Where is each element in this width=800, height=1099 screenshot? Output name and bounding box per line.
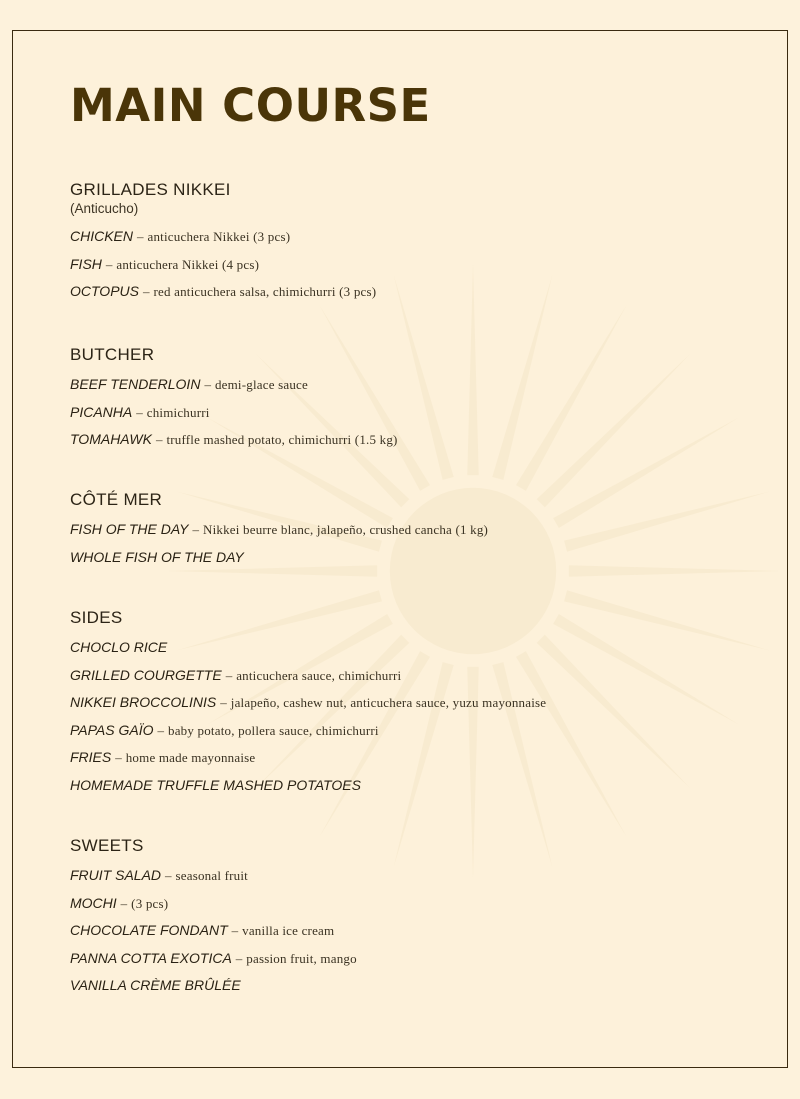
menu-item bbox=[70, 917, 770, 945]
section-title: GRILLADES NIKKEI bbox=[70, 180, 231, 199]
menu-item-separator: – bbox=[165, 868, 172, 883]
menu-item bbox=[70, 945, 770, 973]
menu-item-separator: – bbox=[192, 522, 199, 537]
menu-frame bbox=[12, 30, 788, 1068]
menu-item bbox=[70, 662, 770, 690]
menu-item-description: vanilla ice cream bbox=[242, 923, 335, 938]
menu-section bbox=[70, 835, 770, 1000]
menu-item-separator: – bbox=[231, 923, 239, 938]
section-title: SWEETS bbox=[70, 836, 144, 855]
menu-item bbox=[70, 544, 770, 572]
section-title: BUTCHER bbox=[70, 345, 155, 364]
menu-item-description: truffle mashed potato, chimichurri (1.5 kg) bbox=[166, 432, 398, 447]
menu-item-separator: – bbox=[105, 256, 113, 272]
menu-item-name: PAPAS GAÏO bbox=[70, 721, 154, 738]
menu-item-separator: – bbox=[235, 950, 243, 966]
menu-item bbox=[70, 744, 770, 772]
menu-item-name: CHICKEN bbox=[70, 228, 134, 244]
menu-item bbox=[70, 371, 770, 399]
menu-item-name: BEEF TENDERLOIN bbox=[70, 376, 201, 392]
menu-item-separator: – bbox=[220, 695, 227, 710]
menu-item bbox=[70, 862, 770, 890]
menu-item bbox=[70, 972, 770, 1000]
menu-item-name: CHOCOLATE FONDANT bbox=[70, 922, 228, 938]
menu-item-name: VANILLA CRÈME BRÛLÉE bbox=[70, 977, 241, 993]
menu-item-description: home made mayonnaise bbox=[125, 750, 256, 765]
menu-item bbox=[70, 516, 770, 544]
menu-item-name: MOCHI bbox=[70, 894, 117, 911]
page-title: MAIN COURSE bbox=[70, 79, 431, 132]
menu-item-name: TOMAHAWK bbox=[70, 431, 152, 447]
menu-item-separator: – bbox=[157, 722, 165, 738]
menu-item bbox=[70, 717, 770, 745]
menu-item-description: jalapeño, cashew nut, anticuchera sauce, yuzu mayonnaise bbox=[230, 695, 547, 710]
menu-item-name: CHOCLO RICE bbox=[70, 639, 168, 655]
menu-item bbox=[70, 223, 770, 251]
menu-item-separator: – bbox=[155, 432, 163, 447]
menu-item-description: baby potato, pollera sauce, chimichurri bbox=[168, 722, 379, 738]
menu-item bbox=[70, 278, 770, 306]
section-title: SIDES bbox=[70, 608, 123, 627]
menu-item-name: NIKKEI BROCCOLINIS bbox=[70, 694, 217, 710]
menu-item-description: Nikkei beurre blanc, jalapeño, crushed cancha (1 kg) bbox=[203, 522, 489, 537]
menu-item bbox=[70, 399, 770, 427]
section-subtitle: (Anticucho) bbox=[70, 201, 139, 216]
menu-item-description: seasonal fruit bbox=[175, 868, 248, 883]
menu-item-name: HOMEMADE TRUFFLE MASHED POTATOES bbox=[70, 776, 361, 793]
menu-section bbox=[70, 489, 770, 571]
menu-item-name: FRUIT SALAD bbox=[70, 867, 162, 883]
menu-section bbox=[70, 607, 770, 799]
menu-item bbox=[70, 426, 770, 454]
menu-item-name: PICANHA bbox=[70, 403, 133, 420]
menu-item bbox=[70, 634, 770, 662]
menu-item-description: anticuchera Nikkei (4 pcs) bbox=[116, 256, 260, 272]
menu-item-name: WHOLE FISH OF THE DAY bbox=[70, 548, 244, 565]
menu-item-separator: – bbox=[142, 284, 150, 299]
menu-item-separator: – bbox=[115, 750, 122, 765]
menu-item-description: demi-glace sauce bbox=[214, 377, 309, 392]
menu-section bbox=[70, 179, 770, 306]
menu-item-name: FRIES bbox=[70, 749, 112, 765]
menu-item-separator: – bbox=[137, 229, 144, 244]
menu-item-name: PANNA COTTA EXOTICA bbox=[70, 949, 232, 966]
menu-item-description: anticuchera sauce, chimichurri bbox=[236, 667, 402, 683]
menu-item bbox=[70, 772, 770, 800]
menu-item-name: OCTOPUS bbox=[70, 283, 139, 299]
menu-item-separator: – bbox=[204, 377, 211, 392]
menu-item-name: FISH OF THE DAY bbox=[70, 521, 189, 537]
section-title: CÔTÉ MER bbox=[70, 490, 163, 509]
menu-item-description: red anticuchera salsa, chimichurri (3 pcs) bbox=[153, 284, 377, 299]
menu-item-separator: – bbox=[120, 895, 128, 911]
menu-section bbox=[70, 344, 770, 454]
menu-item-description: chimichurri bbox=[146, 404, 210, 420]
menu-item bbox=[70, 689, 770, 717]
menu-item-separator: – bbox=[136, 404, 143, 420]
menu-item-description: (3 pcs) bbox=[131, 895, 169, 911]
menu-item-description: passion fruit, mango bbox=[246, 950, 357, 966]
menu-item-name: FISH bbox=[70, 255, 102, 272]
menu-item-name: GRILLED COURGETTE bbox=[70, 666, 222, 683]
menu-item bbox=[70, 251, 770, 279]
menu-item bbox=[70, 890, 770, 918]
menu-item-description: anticuchera Nikkei (3 pcs) bbox=[147, 229, 291, 244]
menu-item-separator: – bbox=[225, 667, 233, 683]
